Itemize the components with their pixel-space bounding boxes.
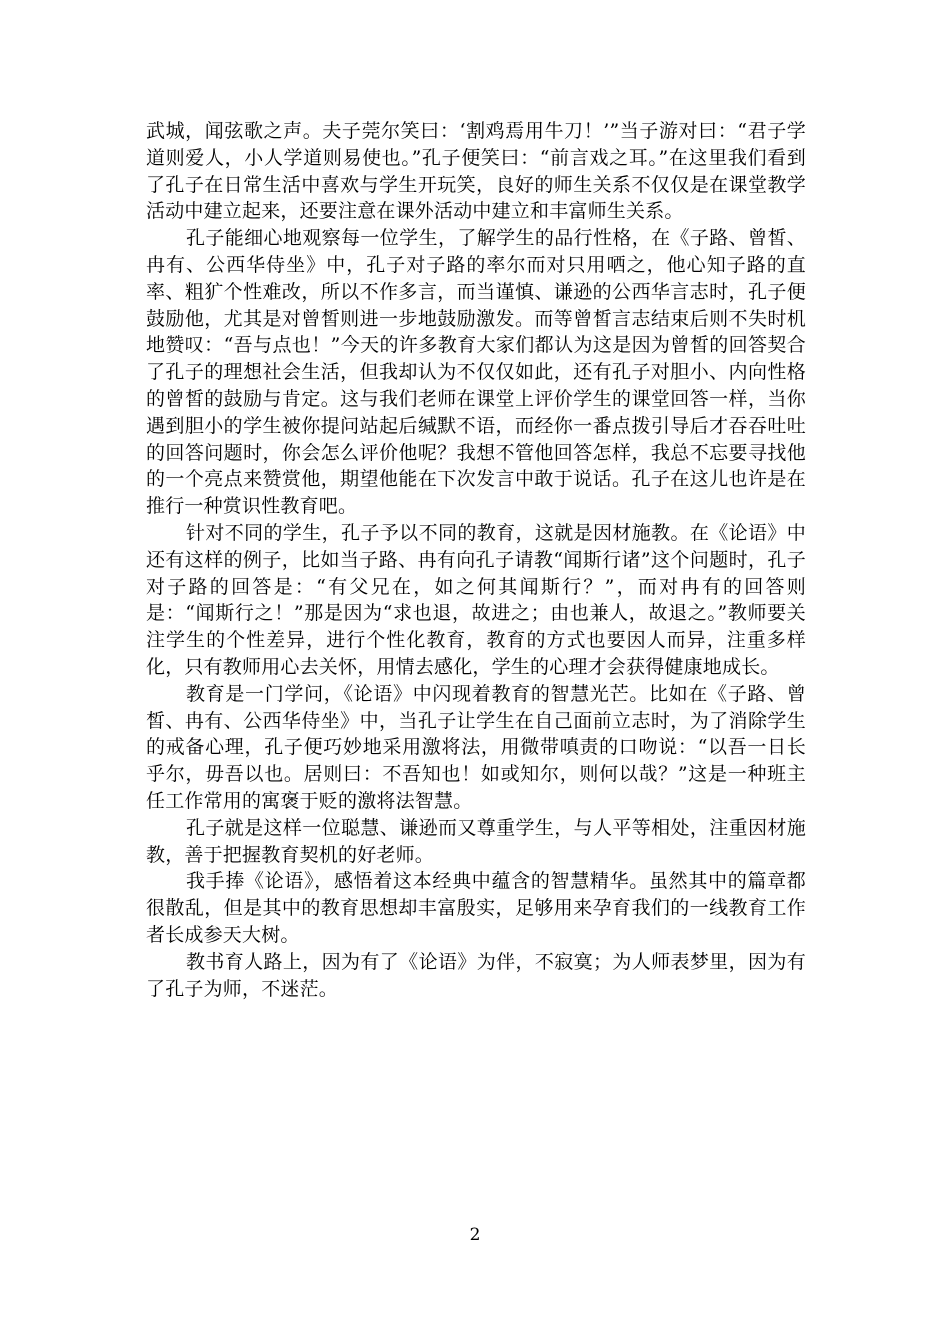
paragraph-1: 武城，闻弦歌之声。夫子莞尔笑曰：‘割鸡焉用牛刀！’”当子游对曰：“君子学道则爱人，小人学道则易使也。”孔子便笑曰：“前言戏之耳。”在这里我们看到了孔子在日常生活中喜欢与学生开玩笑，良好的师生关系不仅仅是在课堂教学活动中建立起来，还要注意在课外活动中建立和丰富师生关系。	[146, 120, 806, 223]
document-body	[146, 118, 806, 1002]
paragraph-6: 我手捧《论语》，感悟着这本经典中蕴含的智慧精华。虽然其中的篇章都很散乱，但是其中的教育思想却丰富殷实，足够用来孕育我们的一线教育工作者长成参天大树。	[146, 870, 806, 946]
paragraph-7: 教书育人路上，因为有了《论语》为伴，不寂寞；为人师表梦里，因为有了孔子为师，不迷茫。	[146, 950, 806, 1000]
paragraph-4: 教育是一门学问，《论语》中闪现着教育的智慧光芒。比如在《子路、曾皙、冉有、公西华侍坐》中，当孔子让学生在自己面前立志时，为了消除学生的戒备心理，孔子便巧妙地采用激将法，用微带嗔责的口吻说：“以吾一日长乎尔，毋吾以也。居则曰：不吾知也！如或知尔，则何以哉？”这是一种班主任工作常用的寓褒于贬的激将法智慧。	[146, 682, 806, 812]
paragraph-2: 孔子能细心地观察每一位学生，了解学生的品行性格，在《子路、曾皙、冉有、公西华侍坐》中，孔子对子路的率尔而对只用哂之，他心知子路的直率、粗犷个性难改，所以不作多言，而当谨慎、谦逊的公西华言志时，孔子便鼓励他，尤其是对曾皙则进一步地鼓励激发。而等曾皙言志结束后则不失时机地赞叹：“吾与点也！”今天的许多教育大家们都认为这是因为曾皙的回答契合了孔子的理想社会生活，但我却认为不仅仅如此，还有孔子对胆小、内向性格的曾皙的鼓励与肯定。这与我们老师在课堂上评价学生的课堂回答一样，当你遇到胆小的学生被你提问站起后缄默不语，而经你一番点拨引导后才吞吞吐吐的回答问题时，你会怎么评价他呢？我想不管他回答怎样，我总不忘要寻找他的一个亮点来赞赏他，期望他能在下次发言中敢于说话。孔子在这儿也许是在推行一种赏识性教育吧。	[146, 227, 806, 518]
page-number: 2	[469, 1225, 481, 1245]
paragraph-3: 针对不同的学生，孔子予以不同的教育，这就是因材施教。在《论语》中还有这样的例子，比如当子路、冉有向孔子请教“闻斯行诸”这个问题时，孔子对子路的回答是：“有父兄在，如之何其闻斯行？”，而对冉有的回答则是：“闻斯行之！”那是因为“求也退，故进之；由也兼人，故退之。”教师要关注学生的个性差异，进行个性化教育，教育的方式也要因人而异，注重多样化，只有教师用心去关怀，用情去感化，学生的心理才会获得健康地成长。	[146, 521, 806, 678]
paragraph-5: 孔子就是这样一位聪慧、谦逊而又尊重学生，与人平等相处，注重因材施教，善于把握教育契机的好老师。	[146, 816, 806, 866]
